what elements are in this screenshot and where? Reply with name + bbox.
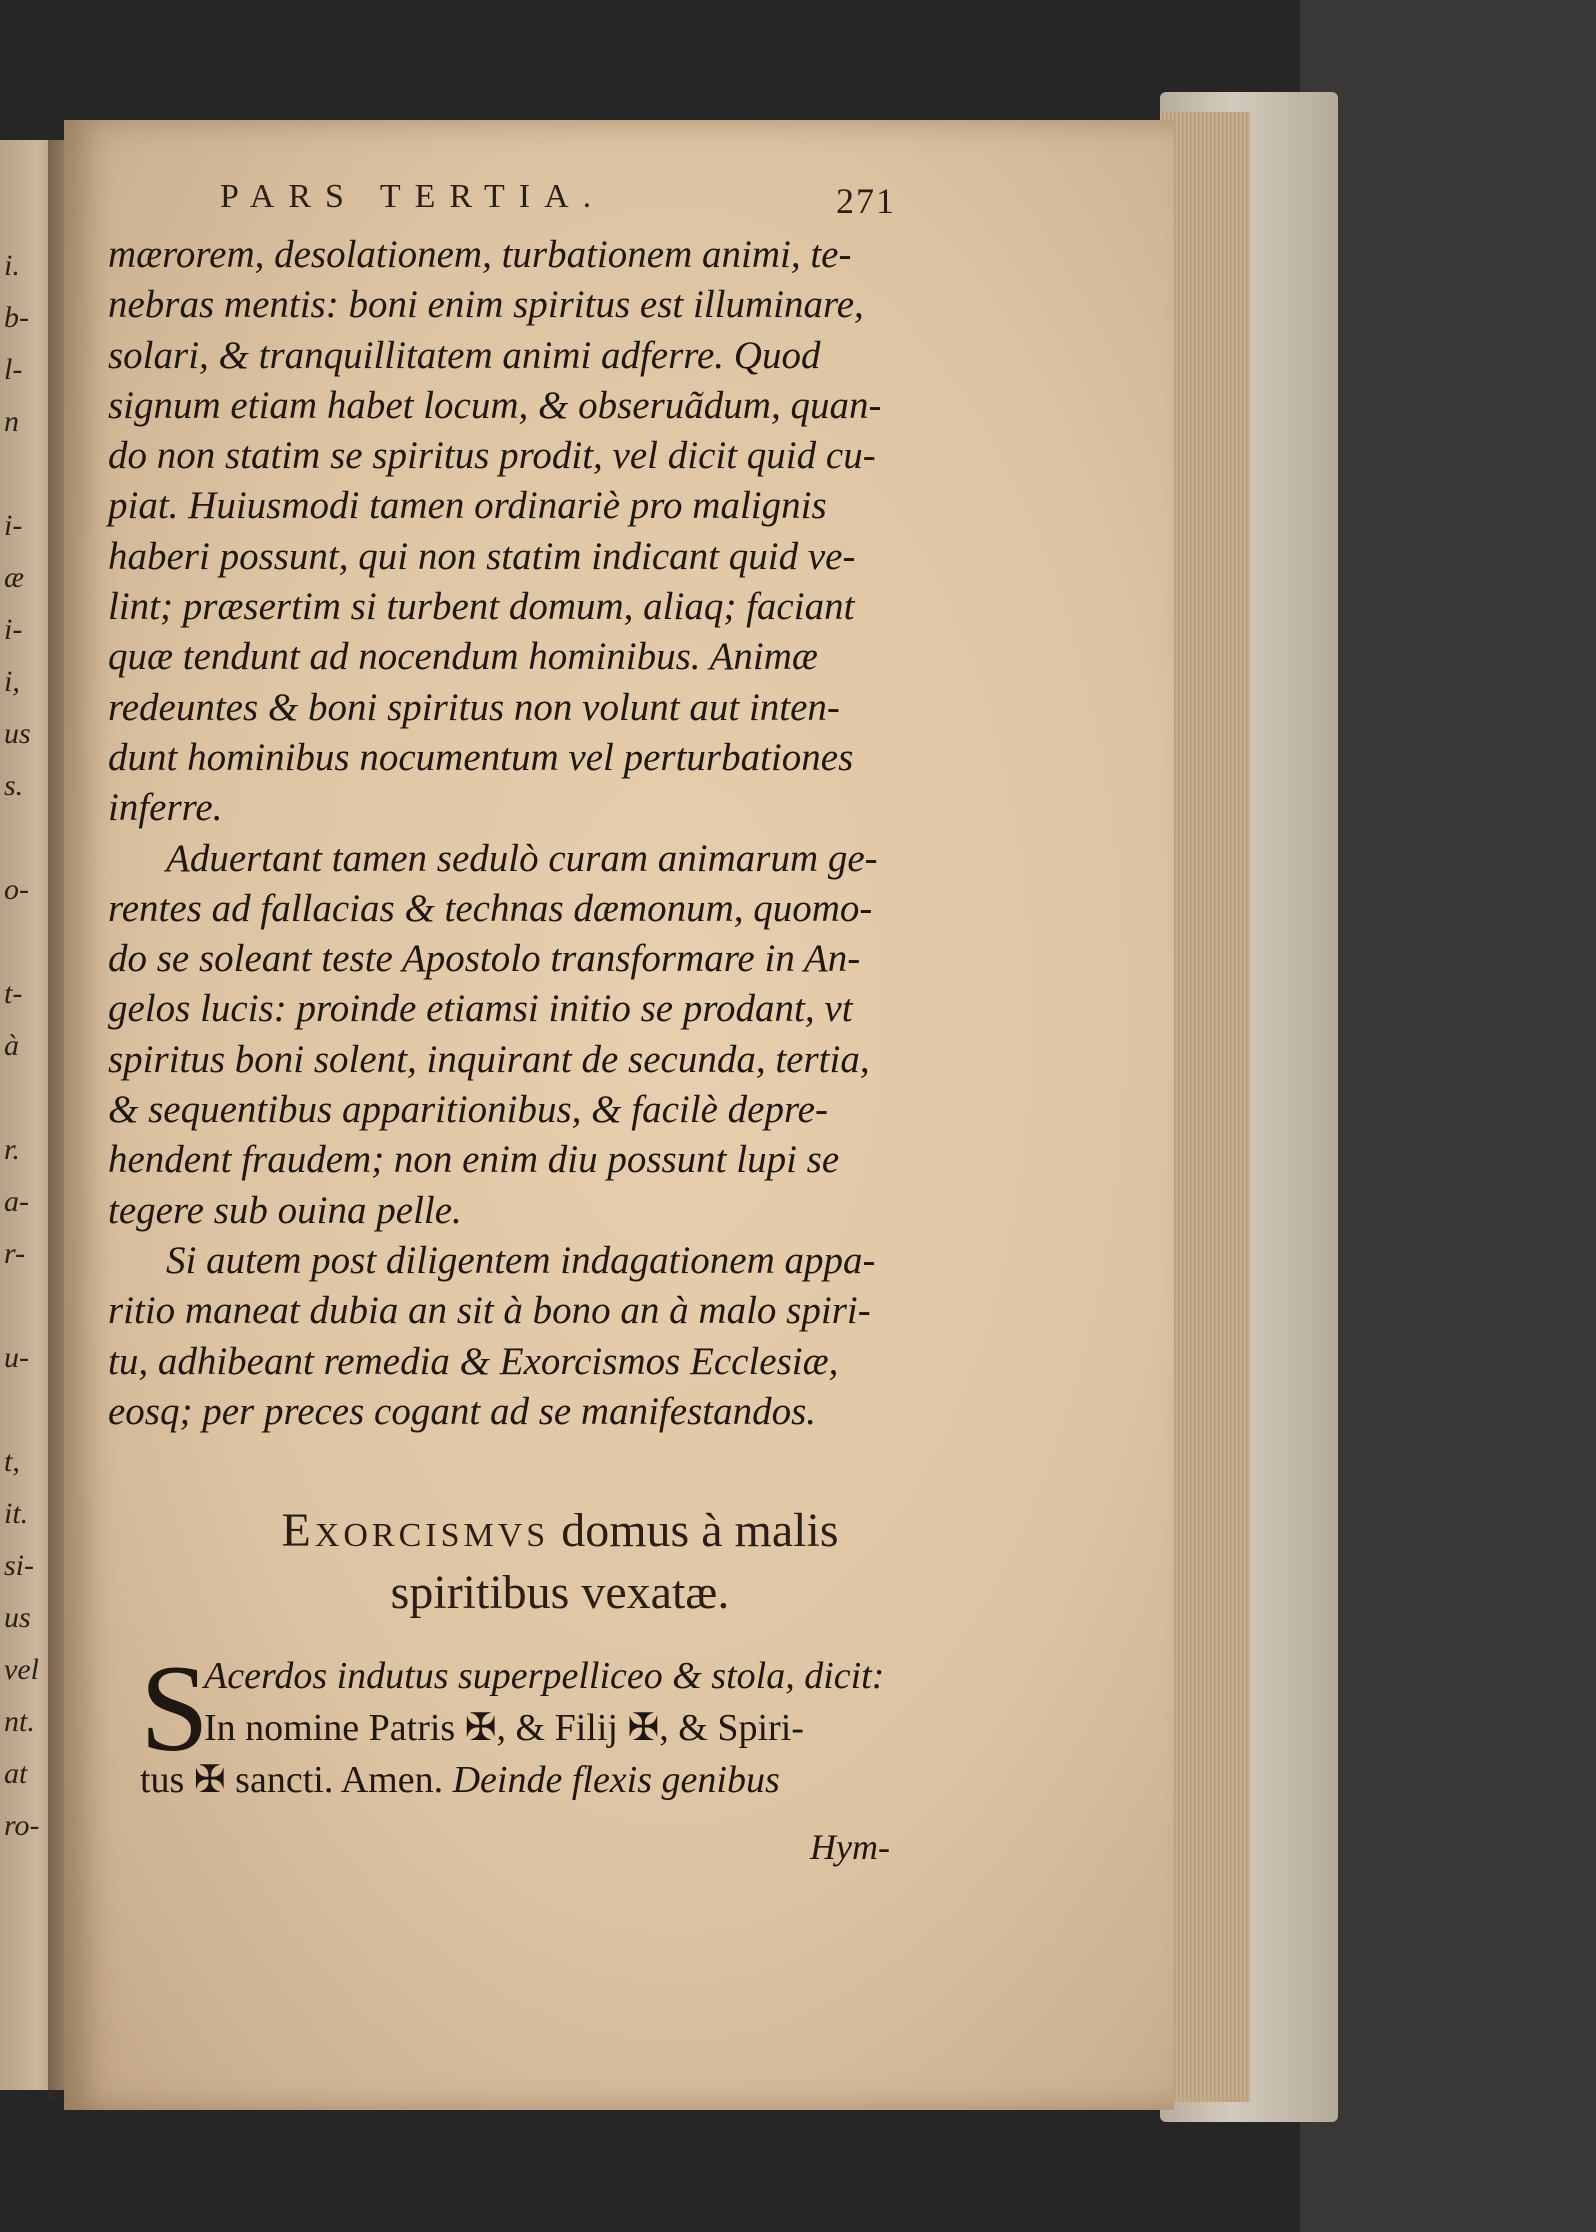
- left-fragment: [4, 812, 54, 864]
- text-line: quæ tendunt ad nocendum hominibus. Animæ: [108, 635, 818, 679]
- left-fragment: nt.: [4, 1705, 35, 1738]
- left-fragment: a-: [4, 1185, 29, 1218]
- text-line: ritio maneat dubia an sit à bono an à malo spiri-: [108, 1289, 871, 1333]
- left-fragment: r.: [4, 1133, 20, 1166]
- text-line: redeuntes & boni spiritus non volunt aut inten-: [108, 685, 840, 729]
- left-fragment: t,: [4, 1445, 20, 1478]
- left-fragment: n: [4, 405, 19, 438]
- left-fragment: i-: [4, 509, 23, 542]
- running-head: PARS TERTIA.: [220, 178, 606, 215]
- text-line: eosq; per preces cogant ad se manifestandos.: [108, 1389, 817, 1433]
- left-fragment: si-: [4, 1549, 34, 1582]
- left-fragment: us: [4, 717, 31, 750]
- left-fragment: us: [4, 1601, 31, 1634]
- text-line: Acerdos indutus superpelliceo & stola, dicit:: [204, 1655, 885, 1697]
- left-fragment: [4, 448, 54, 500]
- text-line: haberi possunt, qui non statim indicant quid ve-: [108, 534, 856, 578]
- left-fragment: at: [4, 1757, 28, 1790]
- left-fragment: b-: [4, 301, 29, 334]
- text-line: piat. Huiusmodi tamen ordinariè pro malignis: [108, 484, 827, 528]
- line3-roman: tus ✠ sancti. Amen.: [140, 1759, 444, 1801]
- paragraph-start-line: Aduertant tamen sedulò curam animarum ge-: [166, 836, 878, 880]
- line3-italic: Deinde flexis genibus: [452, 1759, 780, 1801]
- text-line: spiritus boni solent, inquirant de secunda, tertia,: [108, 1037, 870, 1081]
- text-line: hendent fraudem; non enim diu possunt lupi se: [108, 1138, 840, 1182]
- left-fragment: i,: [4, 665, 20, 698]
- left-page-text-fragments: [4, 240, 54, 1852]
- text-line: nebras mentis: boni enim spiritus est illuminare,: [108, 283, 864, 327]
- text-line: lint; præsertim si turbent domum, aliaq; faciant: [108, 585, 855, 629]
- heading-rest: domus à malis: [561, 1504, 839, 1557]
- text-line: do non statim se spiritus prodit, vel dicit quid cu-: [108, 434, 876, 478]
- left-fragment: æ: [4, 561, 25, 594]
- left-fragment: [4, 1280, 54, 1332]
- text-line: inferre.: [108, 786, 223, 830]
- left-fragment: r-: [4, 1237, 26, 1270]
- body-text: [108, 230, 958, 1437]
- drop-cap: S: [140, 1640, 209, 1777]
- left-fragment: à: [4, 1029, 19, 1062]
- text-line: solari, & tranquillitatem animi adferre. Quod: [108, 333, 821, 377]
- text-line: mærorem, desolationem, turbationem animi, te-: [108, 233, 852, 276]
- text-line: tu, adhibeant remedia & Exorcismos Ecclesiæ,: [108, 1339, 839, 1383]
- heading-caps: Exorcismvs: [281, 1504, 550, 1557]
- left-fragment: [4, 1384, 54, 1436]
- text-line: [140, 1754, 974, 1806]
- left-fragment: [4, 1072, 54, 1124]
- left-fragment: vel: [4, 1653, 39, 1686]
- left-fragment: o-: [4, 873, 29, 906]
- background-right: [1300, 0, 1596, 2232]
- text-line: & sequentibus apparitionibus, & facilè depre-: [108, 1088, 828, 1132]
- left-fragment: ro-: [4, 1809, 40, 1842]
- left-fragment: [4, 916, 54, 968]
- text-line: In nomine Patris ✠, & Filij ✠, & Spiri-: [204, 1707, 804, 1749]
- section-heading: [160, 1500, 960, 1624]
- text-line: do se soleant teste Apostolo transformare in An-: [108, 937, 861, 981]
- paragraph-start-line: Si autem post diligentem indagationem appa-: [166, 1238, 876, 1282]
- left-fragment: t-: [4, 977, 23, 1010]
- left-fragment: l-: [4, 353, 23, 386]
- page-number: 271: [836, 181, 896, 221]
- left-fragment: it.: [4, 1497, 29, 1530]
- left-fragment: s.: [4, 769, 24, 802]
- text-line: rentes ad fallacias & technas dæmonum, quomo-: [108, 886, 873, 930]
- left-fragment: u-: [4, 1341, 29, 1374]
- text-line: gelos lucis: proinde etiamsi initio se prodant, vt: [108, 987, 853, 1031]
- text-line: dunt hominibus nocumentum vel perturbationes: [108, 735, 854, 779]
- text-line: tegere sub ouina pelle.: [108, 1188, 462, 1232]
- catchword: Hym-: [810, 1827, 890, 1867]
- exorcism-lines: [140, 1650, 974, 1806]
- heading-line-1: [160, 1500, 960, 1562]
- left-fragment: i-: [4, 613, 23, 646]
- left-fragment: i.: [4, 249, 20, 282]
- heading-line-2: spiritibus vexatæ.: [390, 1566, 730, 1619]
- text-line: signum etiam habet locum, & obseruãdum, quan-: [108, 383, 882, 427]
